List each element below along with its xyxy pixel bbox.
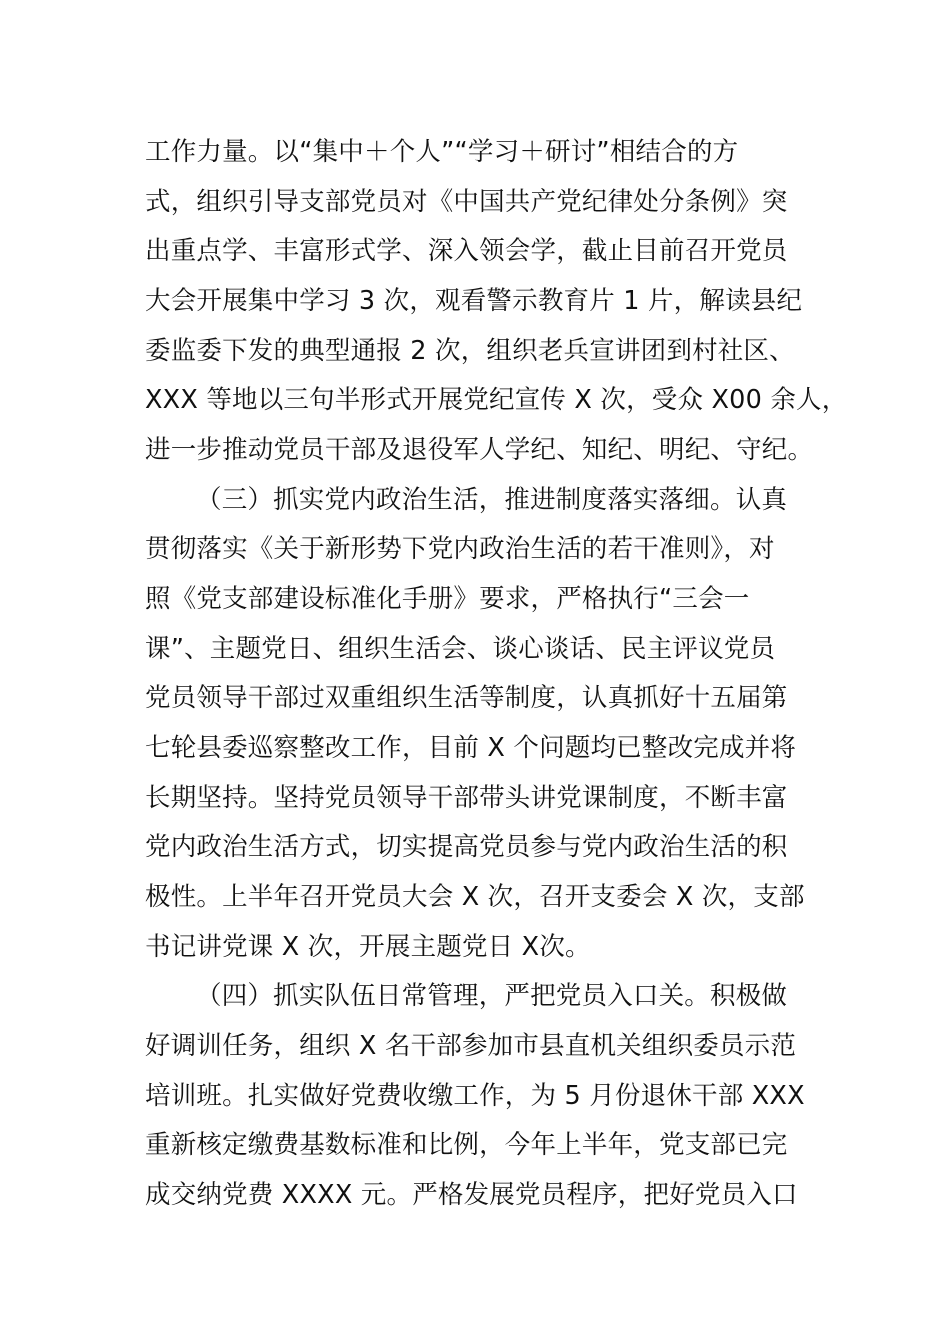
text-line: 工作力量。以“集中＋个人”“学习＋研讨”相结合的方 [145, 137, 739, 167]
text-line: 出重点学、丰富形式学、深入领会学，截止目前召开党员 [145, 236, 788, 266]
text-line: 党内政治生活方式，切实提高党员参与党内政治生活的积 [145, 832, 788, 862]
text-line: 课”、主题党日、组织生活会、谈心谈话、民主评议党员 [145, 634, 776, 664]
text-line: 极性。上半年召开党员大会 X 次，召开支委会 X 次，支部 [145, 882, 805, 912]
text-line: 进一步推动党员干部及退役军人学纪、知纪、明纪、守纪。 [145, 435, 814, 465]
text-line: 党员领导干部过双重组织生活等制度，认真抓好十五届第 [145, 683, 788, 713]
text-line: 委监委下发的典型通报 2 次，组织老兵宣讲团到村社区、 [145, 336, 795, 366]
text-line: 培训班。扎实做好党费收缴工作，为 5 月份退休干部 XXX [145, 1081, 805, 1111]
text-line: 书记讲党课 X 次，开展主题党日 X次。 [145, 932, 591, 962]
text-line: 大会开展集中学习 3 次，观看警示教育片 1 片，解读县纪 [145, 286, 803, 316]
section-heading-four: （四）抓实队伍日常管理，严把党员入口关。积极做 [196, 981, 788, 1011]
text-line: 长期坚持。坚持党员领导干部带头讲党课制度，不断丰富 [145, 783, 788, 813]
text-line: 七轮县委巡察整改工作，目前 X 个问题均已整改完成并将 [145, 733, 797, 763]
text-line: 成交纳党费 XXXX 元。严格发展党员程序，把好党员入口 [145, 1180, 798, 1210]
text-line: 式，组织引导支部党员对《中国共产党纪律处分条例》突 [145, 187, 788, 217]
text-line: 照《党支部建设标准化手册》要求，严格执行“三会一 [145, 584, 750, 614]
text-line: 重新核定缴费基数标准和比例，今年上半年，党支部已完 [145, 1130, 788, 1160]
text-line: 好调训任务，组织 X 名干部参加市县直机关组织委员示范 [145, 1031, 797, 1061]
text-line: 贯彻落实《关于新形势下党内政治生活的若干准则》，对 [145, 534, 775, 564]
section-heading-three: （三）抓实党内政治生活，推进制度落实落细。认真 [196, 485, 788, 515]
text-line: XXX 等地以三句半形式开展党纪宣传 X 次，受众 X00 余人， [145, 385, 848, 415]
